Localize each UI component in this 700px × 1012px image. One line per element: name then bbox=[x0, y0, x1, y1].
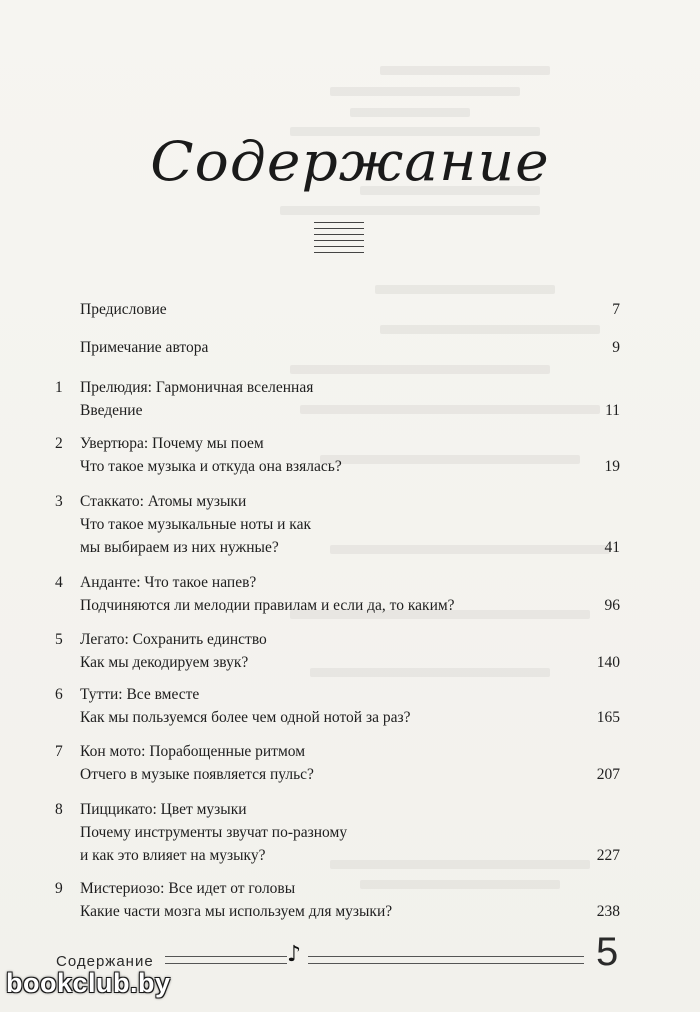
chapter-title: Тутти: Все вместе bbox=[80, 686, 200, 703]
chapter-subtitle: Как мы декодируем звук? bbox=[80, 654, 249, 671]
bleed-through-line bbox=[290, 365, 550, 374]
chapter-title: Увертюра: Почему мы поем bbox=[80, 435, 264, 452]
chapter-title: Примечание автора bbox=[80, 339, 209, 356]
bleed-through-line bbox=[330, 87, 520, 96]
chapter-number: 2 bbox=[55, 435, 63, 452]
footer-rule bbox=[165, 956, 287, 964]
toc-page-number: 140 bbox=[596, 654, 620, 671]
toc-page-number: 96 bbox=[604, 597, 620, 614]
chapter-number: 4 bbox=[55, 574, 63, 591]
bleed-through-line bbox=[300, 405, 600, 414]
chapter-subtitle: мы выбираем из них нужные? bbox=[80, 539, 279, 556]
chapter-subtitle: Что такое музыка и откуда она взялась? bbox=[80, 458, 342, 475]
chapter-number: 3 bbox=[55, 493, 63, 510]
bleed-through-line bbox=[330, 860, 590, 869]
toc-page-number: 41 bbox=[604, 539, 620, 556]
chapter-subtitle: Отчего в музыке появляется пульс? bbox=[80, 766, 314, 783]
footer-rule bbox=[308, 956, 584, 964]
chapter-number: 7 bbox=[55, 743, 63, 760]
bleed-through-line bbox=[360, 880, 560, 889]
chapter-number: 6 bbox=[55, 686, 63, 703]
chapter-number: 5 bbox=[55, 631, 63, 648]
watermark: bookclub.by bbox=[6, 968, 171, 998]
title-ornament bbox=[314, 222, 364, 262]
toc-page-number: 165 bbox=[596, 709, 620, 726]
chapter-title: Предисловие bbox=[80, 301, 167, 318]
bleed-through-line bbox=[280, 206, 540, 215]
chapter-subtitle: Как мы пользуемся более чем одной нотой за раз? bbox=[80, 709, 411, 726]
toc-page-number: 207 bbox=[596, 766, 620, 783]
bleed-through-line bbox=[375, 285, 555, 294]
chapter-title: Кон мото: Порабощенные ритмом bbox=[80, 743, 306, 760]
chapter-subtitle: Почему инструменты звучат по-разному bbox=[80, 824, 348, 841]
chapter-number: 8 bbox=[55, 801, 63, 818]
chapter-subtitle: Подчиняются ли мелодии правилам и если да, то каким? bbox=[80, 597, 455, 614]
chapter-title: Мистериозо: Все идет от головы bbox=[80, 880, 296, 897]
chapter-title: Легато: Сохранить единство bbox=[80, 631, 267, 648]
chapter-number: 9 bbox=[55, 880, 63, 897]
chapter-subtitle: Что такое музыкальные ноты и как bbox=[80, 516, 312, 533]
toc-page-number: 9 bbox=[612, 339, 620, 356]
bleed-through-line bbox=[310, 668, 550, 677]
toc-page-number: 11 bbox=[605, 402, 620, 419]
toc-page-number: 238 bbox=[596, 903, 620, 920]
chapter-title: Прелюдия: Гармоничная вселенная bbox=[80, 379, 314, 396]
bleed-through-line bbox=[380, 325, 600, 334]
page-title: Содержание bbox=[150, 130, 550, 193]
toc-page-number: 227 bbox=[596, 847, 620, 864]
page-number: 5 bbox=[596, 930, 619, 974]
chapter-title: Пиццикато: Цвет музыки bbox=[80, 801, 247, 818]
footer-section-label: Содержание bbox=[56, 953, 154, 970]
toc-page-number: 19 bbox=[604, 458, 620, 475]
chapter-title: Стаккато: Атомы музыки bbox=[80, 493, 247, 510]
chapter-title: Анданте: Что такое напев? bbox=[80, 574, 257, 591]
bleed-through-line bbox=[380, 66, 550, 75]
music-note-icon: ♪ bbox=[287, 942, 302, 967]
bleed-through-line bbox=[320, 455, 580, 464]
toc-page-number: 7 bbox=[612, 301, 620, 318]
chapter-subtitle: Введение bbox=[80, 402, 143, 419]
chapter-subtitle: и как это влияет на музыку? bbox=[80, 847, 266, 864]
chapter-subtitle: Какие части мозга мы используем для музыки? bbox=[80, 903, 393, 920]
chapter-number: 1 bbox=[55, 379, 63, 396]
bleed-through-line bbox=[350, 108, 470, 117]
bleed-through-line bbox=[330, 545, 610, 554]
